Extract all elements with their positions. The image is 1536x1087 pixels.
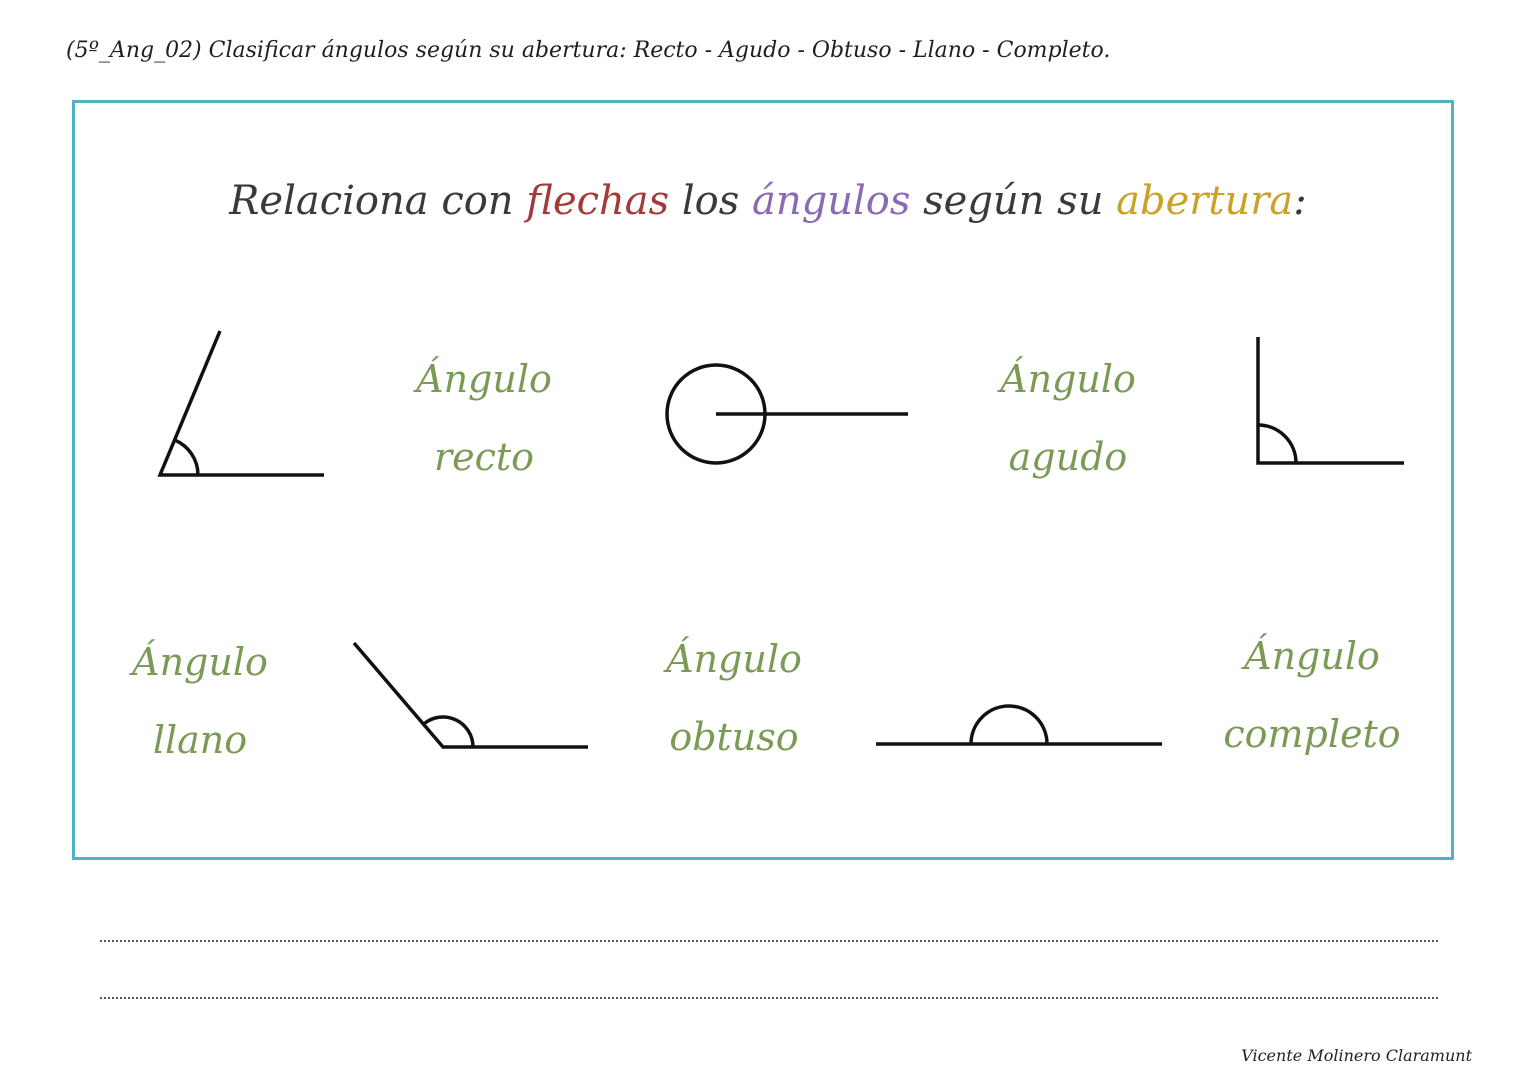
full-angle-figure[interactable] <box>660 358 915 473</box>
instruction-word-angulos: ángulos <box>752 178 911 224</box>
instruction-part-3: según su <box>910 178 1117 224</box>
acute-angle-arc <box>175 440 198 475</box>
acute-angle-rays <box>160 331 324 475</box>
label-obtuso-line1: Ángulo <box>666 637 802 681</box>
right-angle-rays <box>1258 337 1404 463</box>
straight-angle-arc <box>971 706 1047 744</box>
right-angle-arc <box>1258 425 1296 463</box>
label-recto-line1: Ángulo <box>416 357 552 401</box>
label-angulo-obtuso <box>624 620 844 776</box>
answer-line-1[interactable] <box>100 940 1438 942</box>
label-completo-line1: Ángulo <box>1244 634 1380 678</box>
answer-line-2[interactable] <box>100 997 1438 999</box>
instruction-word-flechas: flechas <box>526 178 670 224</box>
author-signature: Vicente Molinero Claramunt <box>1241 1046 1472 1065</box>
worksheet-header: (5º_Ang_02) Clasificar ángulos según su abertura: Recto - Agudo - Obtuso - Llano - Completo. <box>66 38 1111 63</box>
label-llano-line2: llano <box>152 718 248 762</box>
instruction-title <box>0 178 1536 224</box>
instruction-part-4: : <box>1293 178 1307 224</box>
label-agudo-line1: Ángulo <box>1000 357 1136 401</box>
instruction-part-2: los <box>669 178 753 224</box>
label-agudo-line2: agudo <box>1008 435 1128 479</box>
straight-angle-figure[interactable] <box>872 700 1167 754</box>
label-obtuso-line2: obtuso <box>669 715 799 759</box>
label-angulo-completo <box>1202 617 1422 773</box>
instruction-part-1: Relaciona con <box>229 178 527 224</box>
label-angulo-llano <box>90 623 310 779</box>
obtuse-angle-rays <box>354 643 588 747</box>
label-completo-line2: completo <box>1223 712 1401 756</box>
label-llano-line1: Ángulo <box>132 640 268 684</box>
label-angulo-agudo <box>958 340 1178 496</box>
right-angle-figure[interactable] <box>1248 333 1408 473</box>
obtuse-angle-figure[interactable] <box>348 637 593 755</box>
acute-angle-figure[interactable] <box>150 325 330 485</box>
label-angulo-recto <box>374 340 594 496</box>
instruction-word-abertura: abertura <box>1116 178 1294 224</box>
label-recto-line2: recto <box>433 435 535 479</box>
